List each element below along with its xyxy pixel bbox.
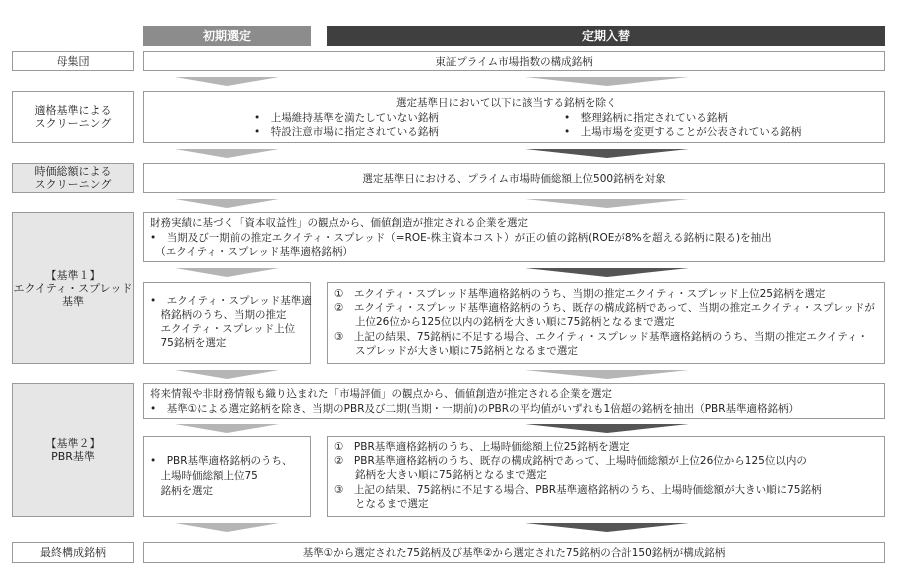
criterion-1-item: （エクイティ・スプレッド基準適格銘柄） [150,246,353,258]
universe-text: 東証プライム市場指数の構成銘柄 [435,55,593,68]
label-eligibility-screening: 適格基準による スクリーニング [12,91,134,143]
eligibility-left-item: • 上場維持基準を満たしていない銘柄 [254,112,439,124]
arrow-down [525,149,689,158]
criterion-2-regular-line: となるまで選定 [334,498,429,510]
criterion-1-initial-line: • エクイティ・スプレッド基準適 [150,295,312,307]
criterion-2-regular-line: ① PBR基準適格銘柄のうち、上場時価総額上位25銘柄を選定 [334,441,630,453]
criterion-1-initial-line: 75銘柄を選定 [150,337,227,349]
eligibility-box [143,91,885,143]
eligibility-intro: 選定基準日において以下に該当する銘柄を除く [396,97,617,109]
criterion-1-regular-line: ② エクイティ・スプレッド基準適格銘柄のうち、既存の構成銘柄であって、当期の推定エクイティ・スプレッドが [334,302,875,314]
marketcap-text: 選定基準日における、プライム市場時価総額上位500銘柄を対象 [362,172,666,185]
marketcap-box [143,163,885,193]
criterion-1-regular-line: ① エクイティ・スプレッド基準適格銘柄のうち、当期の推定エクイティ・スプレッド上位25銘柄を選定 [334,288,826,300]
criterion-2-intro: 将来情報や非財務情報も織り込まれた「市場評価」の観点から、価値創造が推定される企業を選定 [150,388,612,400]
criterion-1-regular-line: ③ 上記の結果、75銘柄に不足する場合、エクイティ・スプレッド基準適格銘柄のうち、当期の推定エクイティ・ [334,331,869,343]
universe-box [143,51,885,71]
arrow-down [525,199,689,208]
arrow-down [175,77,279,86]
criterion-2-initial-line: 上場時価総額上位75 [150,470,258,482]
arrow-down [525,77,689,86]
label-criterion-2: 【基準２】 PBR基準 [12,383,134,517]
label-marketcap-screening: 時価総額による スクリーニング [12,163,134,193]
criterion-2-regular-line: 銘柄を大きい順に75銘柄となるまで選定 [334,469,547,481]
criterion-1-initial-line: 格銘柄のうち、当期の推定 [150,309,287,321]
criterion-1-box [143,212,885,262]
criterion-2-box [143,383,885,419]
label-universe: 母集団 [12,51,134,71]
criterion-2-regular-box [327,436,885,517]
criterion-1-regular-box [327,282,885,364]
final-text: 基準①から選定された75銘柄及び基準②から選定された75銘柄の合計150銘柄が構成銘柄 [302,547,726,559]
criterion-2-item: • 基準①による選定銘柄を除き、当期のPBR及び二期(当期・一期前)のPBRの平均値がいずれも1倍超の銘柄を抽出（PBR基準適格銘柄） [150,403,800,415]
criterion-2-initial-box [143,436,311,517]
eligibility-right-item: • 上場市場を変更することが公表されている銘柄 [564,126,802,138]
label-final-constituents: 最終構成銘柄 [12,542,134,563]
criterion-2-initial-line: • PBR基準適格銘柄のうち、 [150,455,293,467]
final-box [143,542,885,563]
header-initial-selection: 初期選定 [143,26,311,46]
criterion-2-regular-line: ③ 上記の結果、75銘柄に不足する場合、PBR基準適格銘柄のうち、上場時価総額が大きい順に75銘柄 [334,484,822,496]
criterion-1-initial-box [143,282,311,364]
arrow-down [175,424,279,433]
criterion-1-item: • 当期及び一期前の推定エクイティ・スプレッド（=ROE-株主資本コスト）が正の値の銘柄(ROEが8%を超える銘柄に限る)を抽出 [150,232,772,244]
arrow-down [175,523,279,532]
arrow-down [175,268,279,277]
criterion-1-initial-line: エクイティ・スプレッド上位 [150,323,296,335]
criterion-1-intro: 財務実績に基づく「資本収益性」の観点から、価値創造が推定される企業を選定 [150,217,528,229]
arrow-down [175,370,279,379]
criterion-1-regular-line: スプレッドが大きい順に75銘柄となるまで選定 [334,345,578,357]
arrow-down [525,268,689,277]
eligibility-right-item: • 整理銘柄に指定されている銘柄 [564,112,728,124]
eligibility-left-item: • 特設注意市場に指定されている銘柄 [254,126,439,138]
criterion-1-regular-line: 上位26位から125位以内の銘柄を大きい順に75銘柄となるまで選定 [334,316,675,328]
arrow-down [525,424,689,433]
label-criterion-1: 【基準１】 エクイティ・スプレッド 基準 [12,212,134,364]
arrow-down [525,523,689,532]
arrow-down [175,199,279,208]
criterion-2-regular-line: ② PBR基準適格銘柄のうち、既存の構成銘柄であって、上場時価総額が上位26位から125位以内の [334,455,807,467]
header-regular-replacement: 定期入替 [327,26,885,46]
arrow-down [525,370,689,379]
arrow-down [175,149,279,158]
criterion-2-initial-line: 銘柄を選定 [150,485,213,497]
